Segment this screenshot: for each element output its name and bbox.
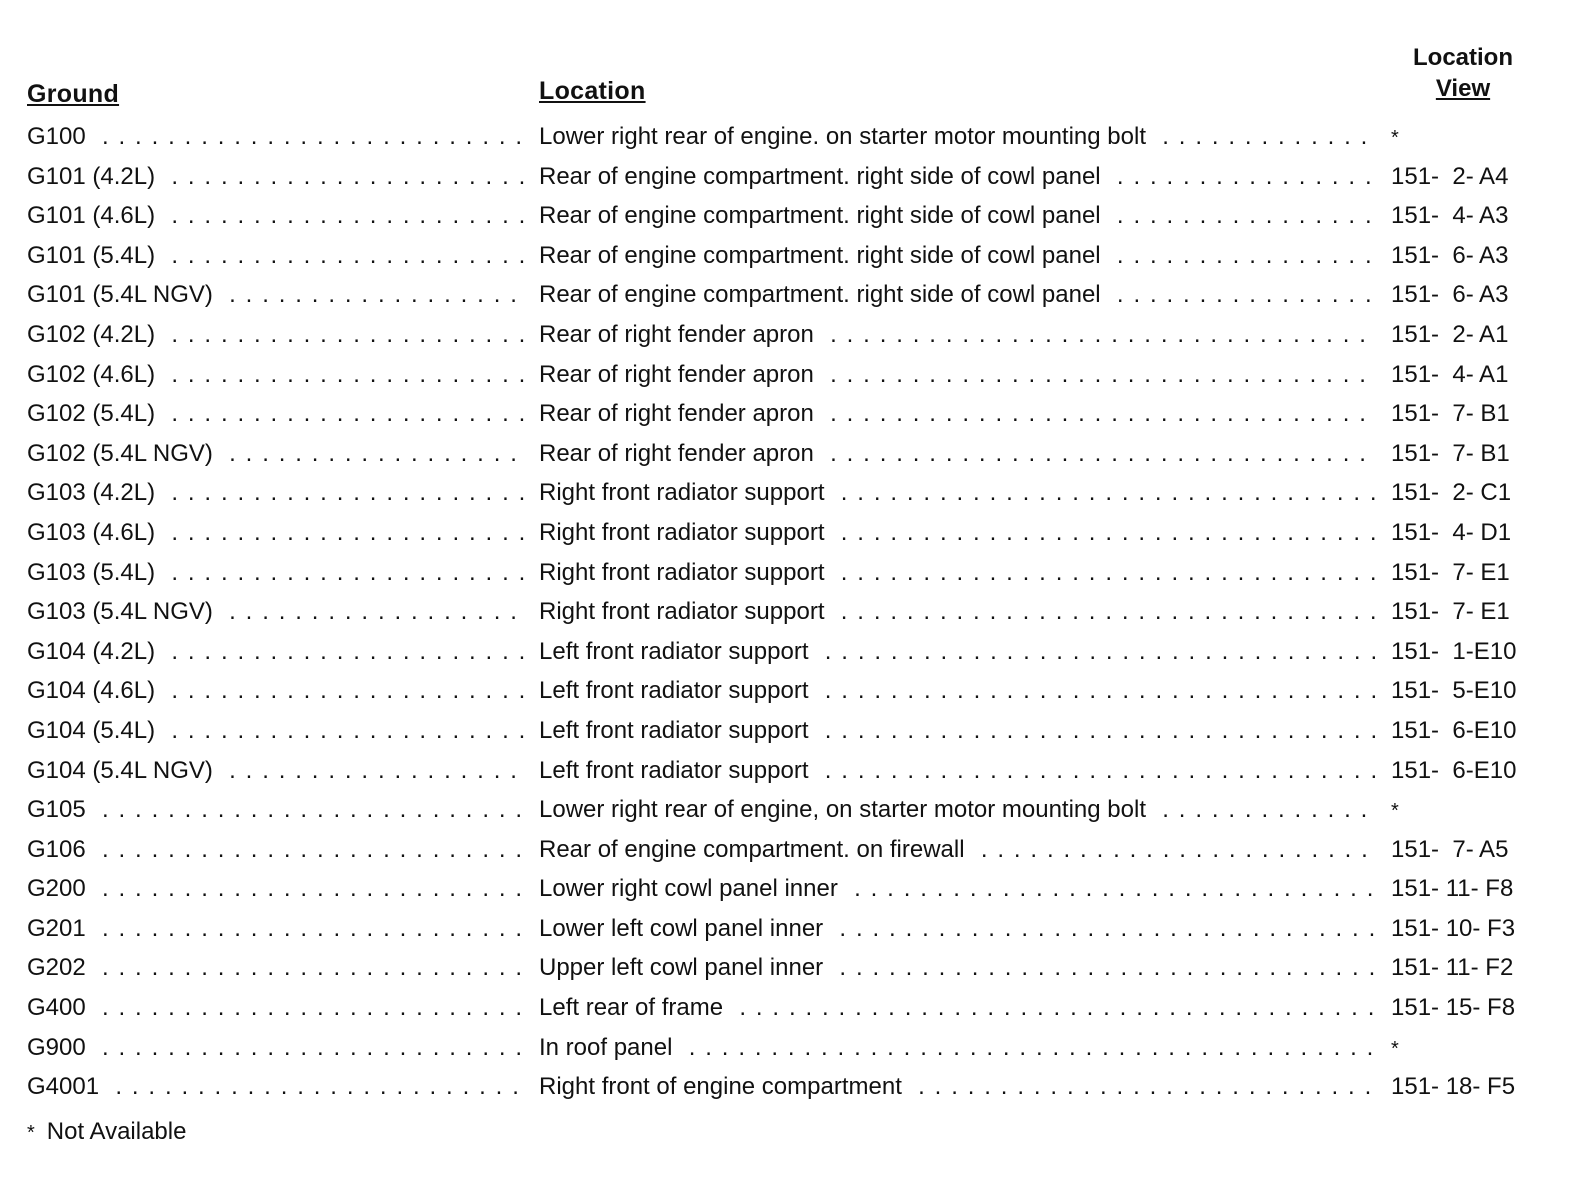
location-view-text: 151- 4- A3 [1391, 202, 1509, 230]
location-view-text: 151- 6-E10 [1391, 716, 1517, 744]
table-row [0, 275, 1574, 315]
location-cell [539, 157, 1377, 197]
location-cell [539, 434, 1377, 474]
ground-id-cell [27, 909, 525, 949]
location-text: Rear of engine compartment. right side of cowl panel [539, 242, 1109, 269]
location-view-cell [1391, 790, 1541, 832]
location-view-cell [1391, 275, 1541, 315]
location-text: Lower right rear of engine. on starter motor mounting bolt [539, 123, 1154, 150]
location-cell [539, 751, 1377, 791]
ground-id-cell [27, 394, 525, 434]
table-row [0, 157, 1574, 197]
table-row [0, 117, 1574, 157]
location-cell [539, 1067, 1377, 1107]
ground-id-text: G104 (4.6L) [27, 677, 163, 704]
table-row [0, 394, 1574, 434]
table-row [0, 988, 1574, 1028]
ground-id-text: G102 (4.6L) [27, 361, 163, 388]
table-row [0, 473, 1574, 513]
table-row [0, 434, 1574, 474]
ground-id-cell [27, 196, 525, 236]
table-row [0, 355, 1574, 395]
table-row [0, 315, 1574, 355]
location-view-text: 151- 2- C1 [1391, 479, 1512, 507]
ground-column-header: Ground [27, 80, 120, 108]
location-text: Right front radiator support [539, 598, 832, 625]
ground-id-cell [27, 632, 525, 672]
location-text: Left rear of frame [539, 994, 731, 1021]
ground-id-text: G102 (4.2L) [27, 321, 163, 348]
location-text: Right front radiator support [539, 519, 832, 546]
location-cell [539, 275, 1377, 315]
location-cell [539, 196, 1377, 236]
ground-id-cell [27, 553, 525, 593]
location-text: Upper left cowl panel inner [539, 954, 831, 981]
location-view-cell [1391, 394, 1541, 434]
ground-id-text: G103 (5.4L NGV) [27, 598, 221, 625]
table-row [0, 513, 1574, 553]
location-view-text: 151- 10- F3 [1391, 914, 1516, 942]
location-view-cell [1391, 711, 1541, 751]
ground-id-cell [27, 434, 525, 474]
location-view-cell [1391, 196, 1541, 236]
location-text: Rear of right fender apron [539, 321, 822, 348]
location-view-cell [1391, 988, 1541, 1028]
location-view-cell [1391, 157, 1541, 197]
ground-id-text: G202 [27, 954, 94, 981]
location-cell [539, 948, 1377, 988]
ground-id-text: G103 (4.2L) [27, 479, 163, 506]
ground-id-cell [27, 355, 525, 395]
ground-id-cell [27, 830, 525, 870]
location-cell [539, 553, 1377, 593]
ground-id-text: G104 (5.4L NGV) [27, 757, 221, 784]
location-cell [539, 355, 1377, 395]
location-text: Rear of engine compartment. right side of cowl panel [539, 202, 1109, 229]
location-view-text: 151- 6- A3 [1391, 241, 1509, 269]
location-text: Rear of right fender apron [539, 361, 822, 388]
location-view-cell [1391, 355, 1541, 395]
ground-id-cell [27, 790, 525, 830]
ground-id-cell [27, 236, 525, 276]
location-view-text: 151- 4- A1 [1391, 360, 1509, 388]
table-header [0, 40, 1574, 114]
location-view-text: * [1391, 127, 1399, 149]
location-text: Right front radiator support [539, 479, 832, 506]
ground-id-cell [27, 513, 525, 553]
ground-id-cell [27, 1028, 525, 1068]
ground-id-text: G104 (4.2L) [27, 638, 163, 665]
location-view-cell [1391, 592, 1541, 632]
location-cell [539, 632, 1377, 672]
ground-id-text: G201 [27, 915, 94, 942]
location-cell [539, 671, 1377, 711]
ground-id-text: G100 [27, 123, 94, 150]
ground-id-cell [27, 671, 525, 711]
location-view-cell [1391, 1067, 1541, 1107]
location-text: Rear of right fender apron [539, 400, 822, 427]
location-cell [539, 711, 1377, 751]
location-view-text: 151- 7- B1 [1391, 400, 1510, 428]
location-text: Right front of engine compartment [539, 1073, 910, 1100]
location-text: Rear of engine compartment. right side of cowl panel [539, 163, 1109, 190]
location-view-text: 151- 5-E10 [1391, 677, 1517, 705]
table-row [0, 236, 1574, 276]
location-view-cell [1391, 948, 1541, 988]
ground-id-text: G4001 [27, 1073, 107, 1100]
location-view-header-line2: View [1435, 75, 1491, 102]
location-view-text: 151- 1-E10 [1391, 637, 1517, 665]
location-column-header: Location [539, 77, 646, 105]
location-view-text: 151- 7- E1 [1391, 558, 1510, 586]
ground-id-text: G900 [27, 1034, 94, 1061]
location-text: Left front radiator support [539, 638, 816, 665]
location-view-cell [1391, 553, 1541, 593]
table-row [0, 830, 1574, 870]
location-text: Left front radiator support [539, 757, 816, 784]
location-cell [539, 1028, 1377, 1068]
location-view-header-line1: Location [1413, 44, 1513, 71]
ground-id-text: G103 (4.6L) [27, 519, 163, 546]
location-cell [539, 473, 1377, 513]
location-view-text: 151- 7- E1 [1391, 598, 1510, 626]
location-cell [539, 869, 1377, 909]
location-text: Rear of right fender apron [539, 440, 822, 467]
location-view-cell [1391, 434, 1541, 474]
location-view-text: 151- 7- A5 [1391, 835, 1509, 863]
location-cell [539, 236, 1377, 276]
location-cell [539, 394, 1377, 434]
table-row [0, 751, 1574, 791]
location-view-cell [1391, 315, 1541, 355]
ground-id-cell [27, 157, 525, 197]
location-text: Lower right rear of engine, on starter motor mounting bolt [539, 796, 1154, 823]
location-text: Left front radiator support [539, 717, 816, 744]
location-view-text: 151- 11- F8 [1391, 875, 1514, 903]
location-text: Rear of engine compartment. right side of cowl panel [539, 281, 1109, 308]
ground-id-cell [27, 592, 525, 632]
table-row [0, 948, 1574, 988]
location-view-cell [1391, 117, 1541, 159]
ground-id-text: G102 (5.4L NGV) [27, 440, 221, 467]
location-view-text: * [1391, 1037, 1399, 1060]
table-row [0, 553, 1574, 593]
location-view-cell [1391, 869, 1541, 909]
location-cell [539, 513, 1377, 553]
ground-id-text: G102 (5.4L) [27, 400, 163, 427]
location-cell [539, 117, 1377, 157]
ground-id-cell [27, 711, 525, 751]
location-view-text: 151- 2- A1 [1391, 320, 1509, 348]
location-text: Lower left cowl panel inner [539, 915, 831, 942]
location-text: Left front radiator support [539, 677, 816, 704]
location-view-text: * [1391, 800, 1399, 823]
ground-id-text: G400 [27, 994, 94, 1021]
location-view-text: 151- 7- B1 [1391, 439, 1510, 467]
asterisk-icon: * [27, 1122, 35, 1144]
location-cell [539, 592, 1377, 632]
ground-id-cell [27, 315, 525, 355]
table-row [0, 790, 1574, 830]
ground-table [0, 117, 1574, 1107]
ground-id-cell [27, 869, 525, 909]
ground-id-cell [27, 117, 525, 157]
location-view-cell [1391, 830, 1541, 870]
ground-id-text: G103 (5.4L) [27, 559, 163, 586]
ground-id-text: G104 (5.4L) [27, 717, 163, 744]
table-row [0, 1028, 1574, 1068]
location-text: In roof panel [539, 1034, 680, 1061]
ground-id-text: G101 (4.2L) [27, 163, 163, 190]
location-view-cell [1391, 671, 1541, 711]
location-view-cell [1391, 513, 1541, 553]
location-view-text: 151- 2- A4 [1391, 162, 1509, 190]
location-view-text: 151- 6-E10 [1391, 756, 1517, 784]
ground-id-text: G101 (5.4L NGV) [27, 281, 221, 308]
location-view-text: 151- 6- A3 [1391, 281, 1509, 309]
table-row [0, 869, 1574, 909]
ground-id-text: G200 [27, 875, 94, 902]
location-view-text: 151- 18- F5 [1391, 1073, 1516, 1101]
ground-id-text: G101 (4.6L) [27, 202, 163, 229]
location-view-cell [1391, 1028, 1541, 1070]
location-view-cell [1391, 909, 1541, 949]
location-cell [539, 988, 1377, 1028]
location-cell [539, 909, 1377, 949]
ground-id-text: G106 [27, 836, 94, 863]
location-text: Right front radiator support [539, 559, 832, 586]
location-view-cell [1391, 473, 1541, 513]
ground-id-cell [27, 275, 525, 315]
location-view-text: 151- 15- F8 [1391, 994, 1516, 1022]
table-row [0, 592, 1574, 632]
location-view-text: 151- 11- F2 [1391, 954, 1514, 982]
ground-id-text: G105 [27, 796, 94, 823]
location-text: Lower right cowl panel inner [539, 875, 846, 902]
ground-id-text: G101 (5.4L) [27, 242, 163, 269]
location-text: Rear of engine compartment. on firewall [539, 836, 973, 863]
location-cell [539, 315, 1377, 355]
location-view-cell [1391, 236, 1541, 276]
ground-id-cell [27, 751, 525, 791]
location-cell [539, 830, 1377, 870]
table-row [0, 1067, 1574, 1107]
location-cell [539, 790, 1377, 830]
location-view-column-header [1395, 42, 1531, 104]
table-row [0, 909, 1574, 949]
ground-id-cell [27, 988, 525, 1028]
location-view-text: 151- 4- D1 [1391, 518, 1512, 546]
table-row [0, 671, 1574, 711]
table-row [0, 711, 1574, 751]
table-row [0, 196, 1574, 236]
footnote-text: Not Available [46, 1118, 187, 1145]
ground-id-cell [27, 1067, 525, 1107]
location-view-cell [1391, 632, 1541, 672]
ground-id-cell [27, 473, 525, 513]
table-row [0, 632, 1574, 672]
location-view-cell [1391, 751, 1541, 791]
ground-id-cell [27, 948, 525, 988]
footnote [27, 1115, 186, 1150]
